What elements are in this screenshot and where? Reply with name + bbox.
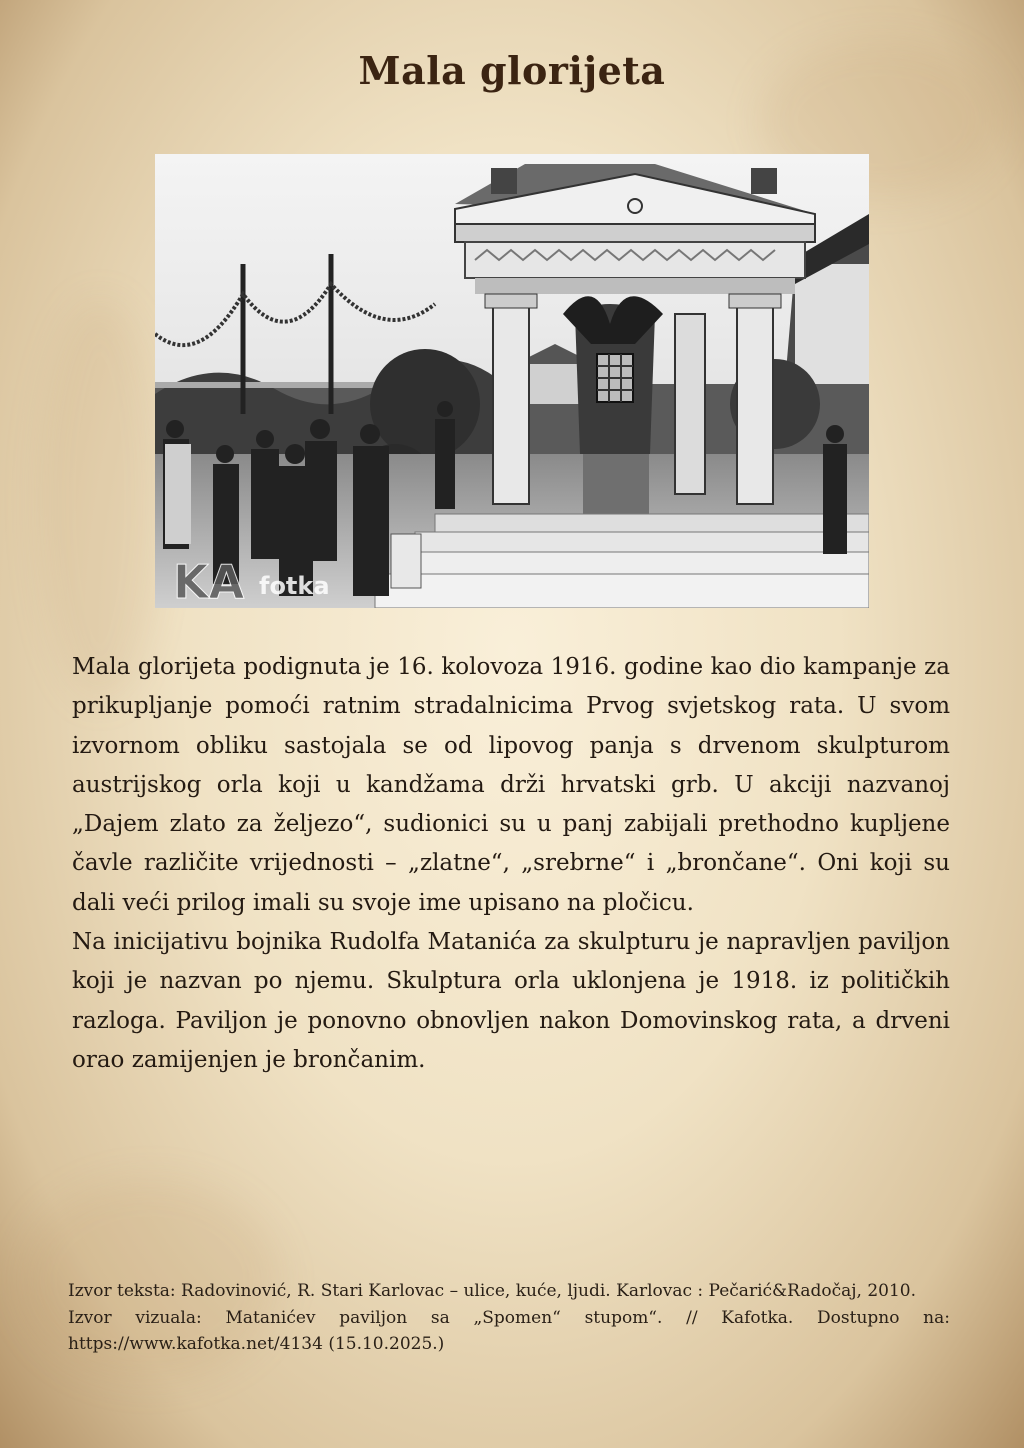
watermark-fotka: fotka — [259, 572, 330, 600]
paper-stain — [40, 300, 160, 700]
historical-photo — [155, 154, 869, 608]
visual-source: Izvor vizuala: Matanićev paviljon sa „Spomen“ stupom“. // Kafotka. Dostupno na: https://www.kafotka.net/4134 (15.10.2025.) — [68, 1307, 950, 1354]
page-title: Mala glorijeta — [358, 48, 666, 93]
paragraph-2: Na inicijativu bojnika Rudolfa Matanića za skulpturu je napravljen paviljon koji je nazvan po njemu. Skulptura orla uklonjena je 1918. iz političkih razloga. Paviljon je ponovno obnovljen nakon Domovinskog rata, a drveni orao zamijenjen je brončanim. — [72, 929, 950, 1073]
watermark-ka: KA — [173, 555, 245, 608]
sources-section — [68, 1278, 950, 1358]
paragraph-1: Mala glorijeta podignuta je 16. kolovoza 1916. godine kao dio kampanje za prikupljanje pomoći ratnim stradalnicima Prvog svjetskog rata. U svom izvornom obliku sastojala se od lipovog panja s drvenom skulpturom austrijskog orla koji u kandžama drži hrvatski grb. U akciji nazvanoj „Dajem zlato za željezo“, sudionici su u panj zabijali prethodno kupljene čavle različite vrijednosti – „zlatne“, „srebrne“ i „brončane“. Oni koji su dali veći prilog imali su svoje ime upisano na pločicu. — [72, 654, 950, 916]
body-text — [72, 648, 950, 1080]
text-source: Izvor teksta: Radovinović, R. Stari Karlovac – ulice, kuće, ljudi. Karlovac : Pečarić&Radočaj, 2010. — [68, 1281, 916, 1301]
